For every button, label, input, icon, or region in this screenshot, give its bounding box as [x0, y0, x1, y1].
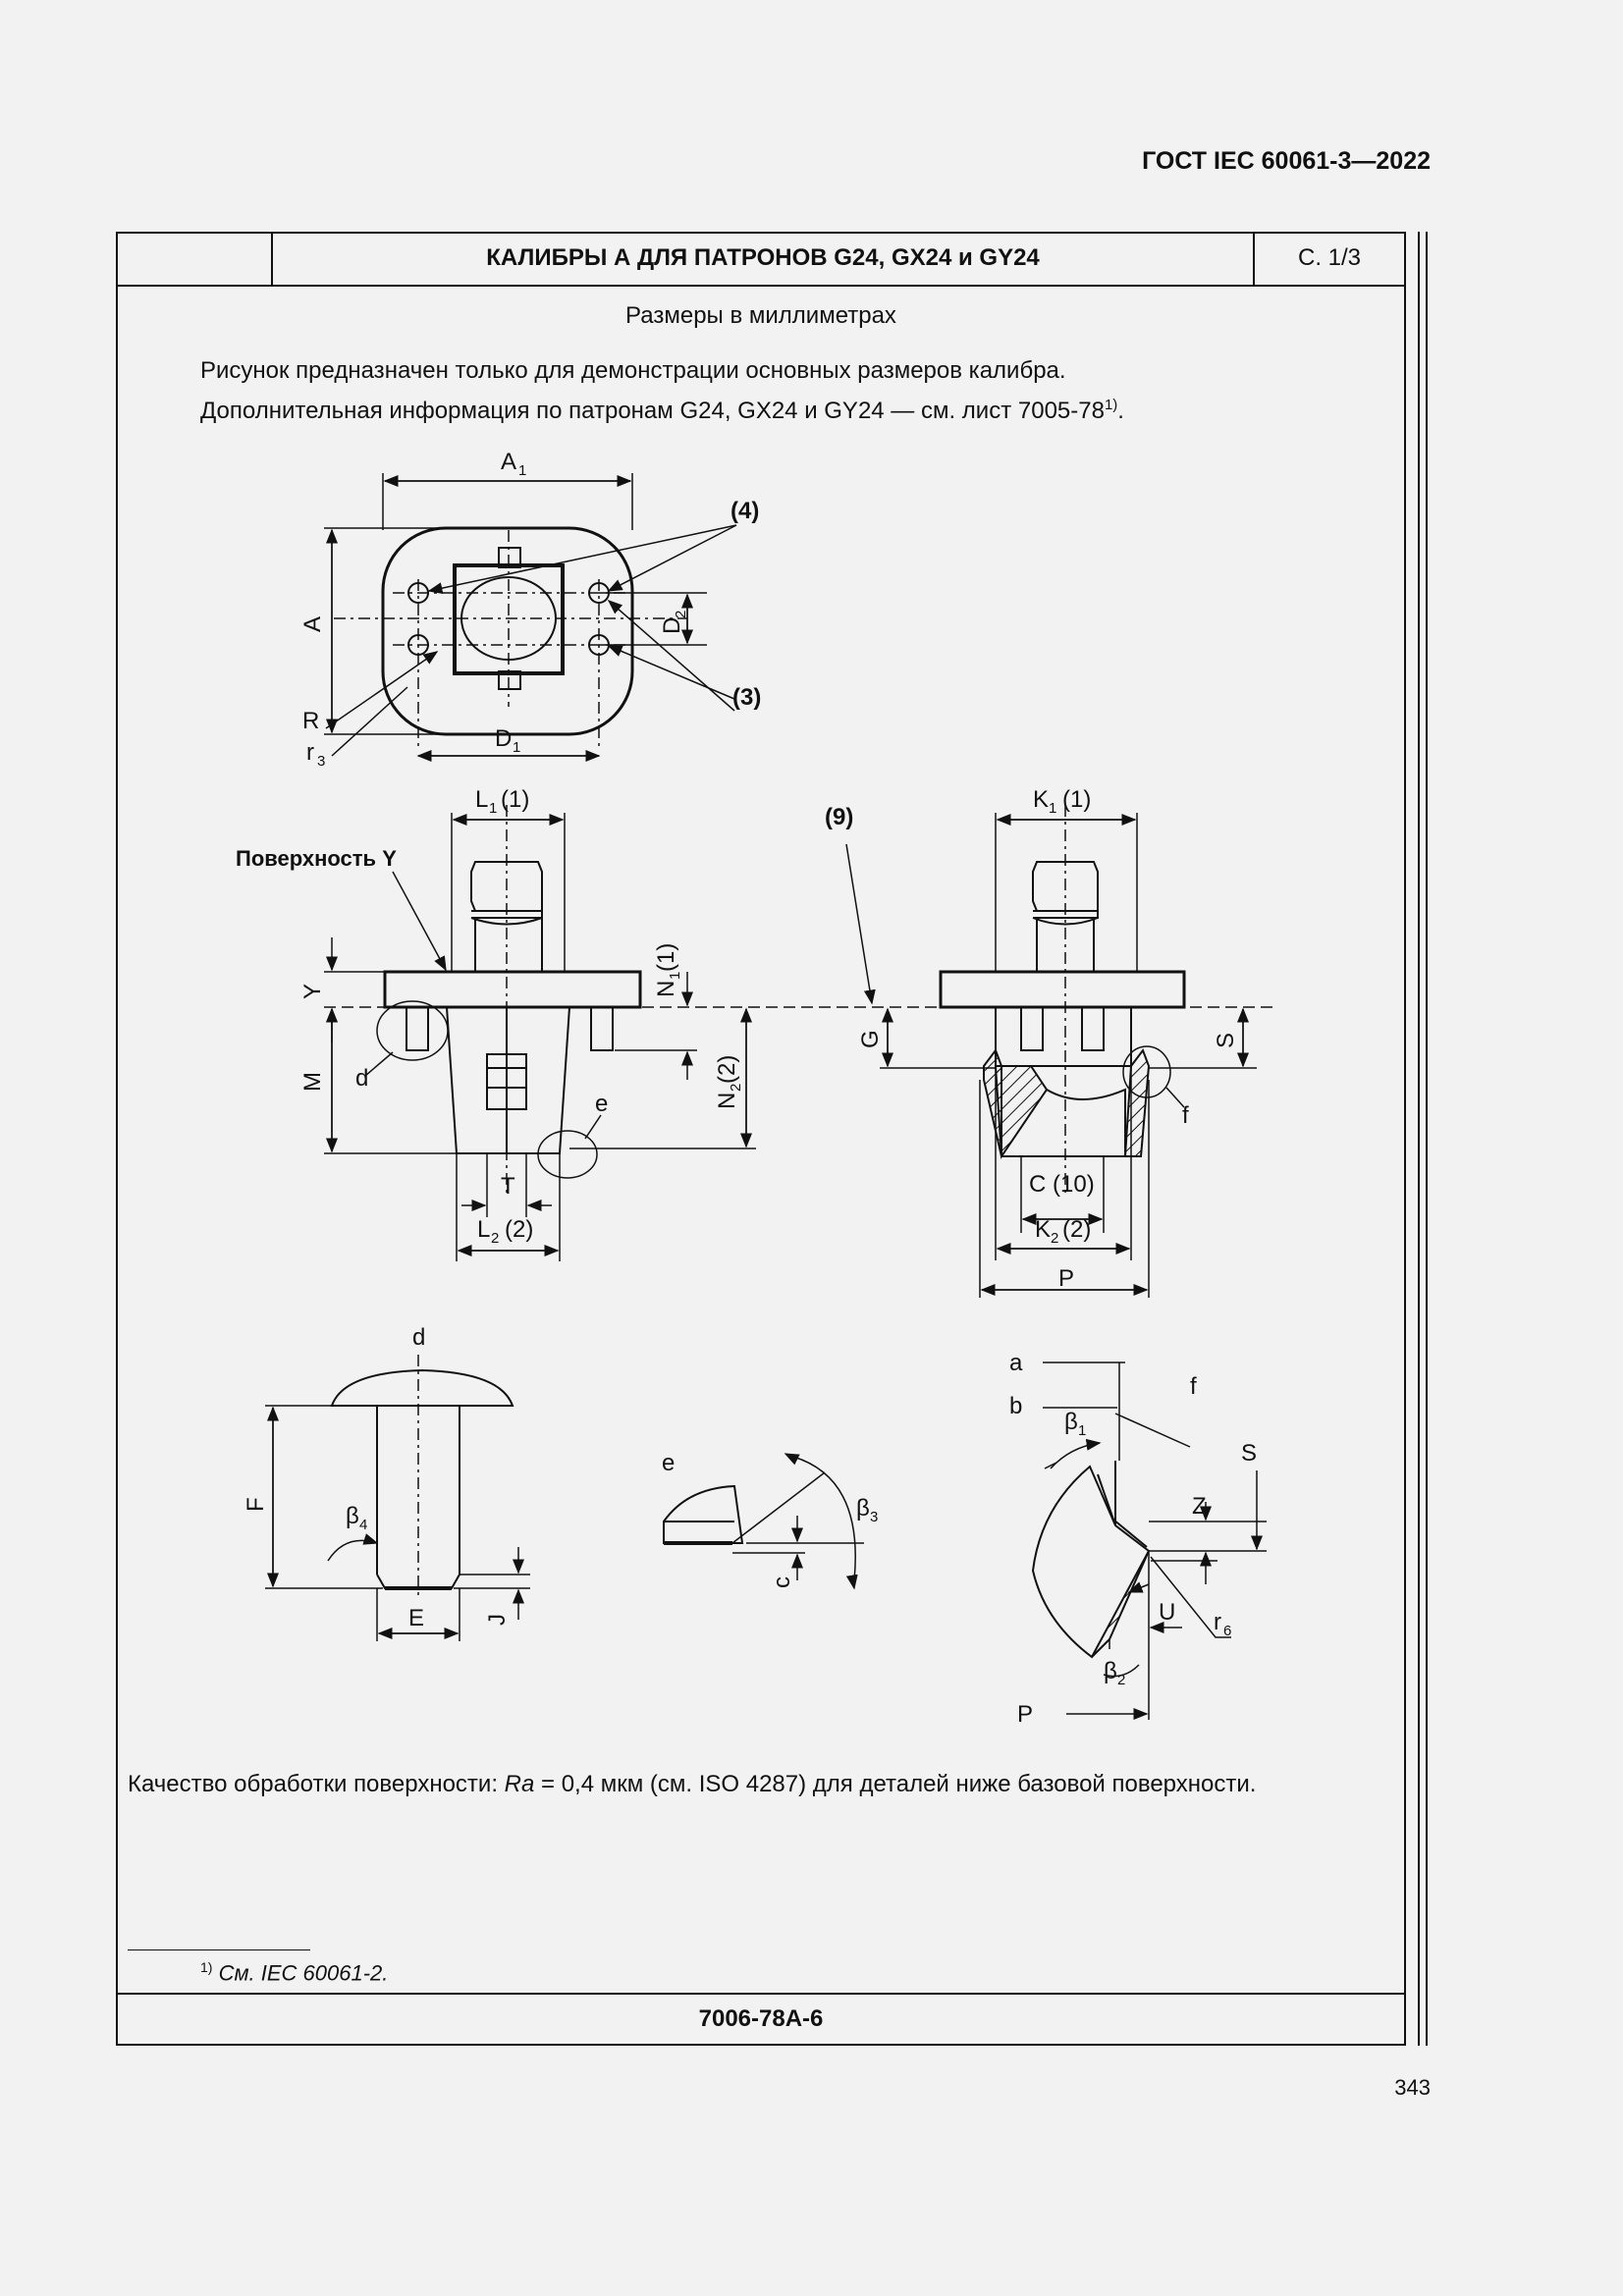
label-m: M: [299, 1072, 326, 1092]
label-n1-sub: 1: [667, 971, 683, 980]
label-d2: D: [659, 616, 685, 634]
label-beta4: β: [346, 1503, 359, 1529]
label-n2-note: (2): [714, 1054, 740, 1084]
label-beta3-sub: 3: [870, 1509, 879, 1525]
label-beta1-sub: 1: [1078, 1422, 1087, 1439]
label-g: G: [857, 1030, 884, 1048]
intro-line-2: Дополнительная информация по патронам G24, GX24 и GY24 — см. лист 7005-78$^{1)}$.: [200, 397, 1124, 424]
label-k1-note: (1): [1062, 786, 1092, 813]
label-r: R: [302, 708, 320, 734]
label-t: T: [501, 1173, 515, 1200]
label-beta1: β: [1064, 1409, 1078, 1435]
label-a1: A: [501, 449, 517, 475]
label-a: A: [299, 615, 326, 632]
label-r6-sub: 6: [1223, 1623, 1232, 1639]
label-y: Y: [299, 983, 326, 999]
label-r3: r: [306, 739, 314, 766]
label-beta2: β: [1104, 1658, 1117, 1684]
label-n2: N: [714, 1092, 740, 1109]
label-d2-sub: 2: [673, 610, 689, 618]
label-l2: L: [477, 1216, 491, 1243]
detail-f-title: f: [1190, 1373, 1197, 1400]
label-d1-sub: 1: [513, 739, 521, 756]
label-f: f: [1182, 1102, 1189, 1129]
label-k1-sub: 1: [1049, 800, 1057, 817]
label-a: a: [1009, 1350, 1023, 1376]
label-beta4-sub: 4: [359, 1517, 368, 1533]
label-beta2-sub: 2: [1117, 1672, 1126, 1688]
detail-e: [664, 1454, 864, 1588]
label-s-dim: S: [1241, 1440, 1258, 1467]
label-note-3: (3): [732, 684, 762, 711]
label-s: S: [1213, 1032, 1239, 1048]
footnote: $^{1)}$ См. IEC 60061-2.: [200, 1959, 389, 1986]
label-b: b: [1009, 1393, 1023, 1419]
label-beta3: β: [856, 1495, 870, 1522]
label-l2-note: (2): [505, 1216, 534, 1243]
label-a1-sub: 1: [518, 462, 527, 479]
label-n2-sub: 2: [728, 1083, 744, 1092]
label-r3-sub: 3: [317, 753, 326, 770]
standard-number: ГОСТ IEC 60061-3—2022: [1142, 147, 1431, 175]
footnote-separator: [128, 1949, 310, 1950]
sheet-code: 7006-78A-6: [698, 2005, 824, 2032]
label-note-9: (9): [825, 804, 854, 830]
side-view: [846, 805, 1257, 1298]
detail-d: [265, 1355, 530, 1641]
detail-d-title: d: [412, 1324, 426, 1351]
label-p: P: [1058, 1265, 1075, 1292]
label-c-dim: c: [769, 1576, 795, 1588]
label-k1: K: [1033, 786, 1050, 813]
sheet-page: С. 1/3: [1297, 244, 1362, 271]
label-u: U: [1159, 1599, 1176, 1626]
label-d: d: [355, 1065, 369, 1092]
label-l1-note: (1): [501, 786, 530, 813]
label-r6: r: [1214, 1609, 1221, 1635]
surface-finish-note: Качество обработки поверхности: Ra = 0,4 мкм (см. ISO 4287) для деталей ниже базовой поверхности.: [128, 1771, 1257, 1797]
intro-line-1: Рисунок предназначен только для демонстрации основных размеров калибра.: [200, 357, 1066, 384]
sheet-title: КАЛИБРЫ А ДЛЯ ПАТРОНОВ G24, GX24 и GY24: [486, 244, 1040, 271]
label-j: J: [484, 1614, 511, 1626]
label-z: Z: [1192, 1493, 1207, 1520]
label-d1: D: [495, 725, 513, 752]
label-f-dim: F: [243, 1497, 269, 1512]
detail-e-title: e: [662, 1450, 676, 1476]
front-view: [324, 805, 1276, 1261]
label-l1-sub: 1: [489, 800, 498, 817]
label-l2-sub: 2: [491, 1230, 500, 1247]
label-e-dim: E: [408, 1605, 425, 1631]
label-k2: K: [1035, 1216, 1052, 1243]
label-surface-y: Поверхность Y: [236, 846, 397, 871]
label-k2-note: (2): [1062, 1216, 1092, 1243]
label-k2-sub: 2: [1051, 1230, 1059, 1247]
page-number: 343: [1394, 2075, 1431, 2100]
label-n1-note: (1): [653, 942, 679, 972]
label-l1: L: [475, 786, 489, 813]
label-c: C (10): [1029, 1171, 1095, 1198]
label-e: e: [595, 1091, 609, 1117]
units-note: Размеры в миллиметрах: [625, 302, 896, 329]
label-note-4: (4): [730, 498, 760, 524]
label-n1: N: [653, 980, 679, 997]
label-p-dim: P: [1017, 1701, 1034, 1728]
